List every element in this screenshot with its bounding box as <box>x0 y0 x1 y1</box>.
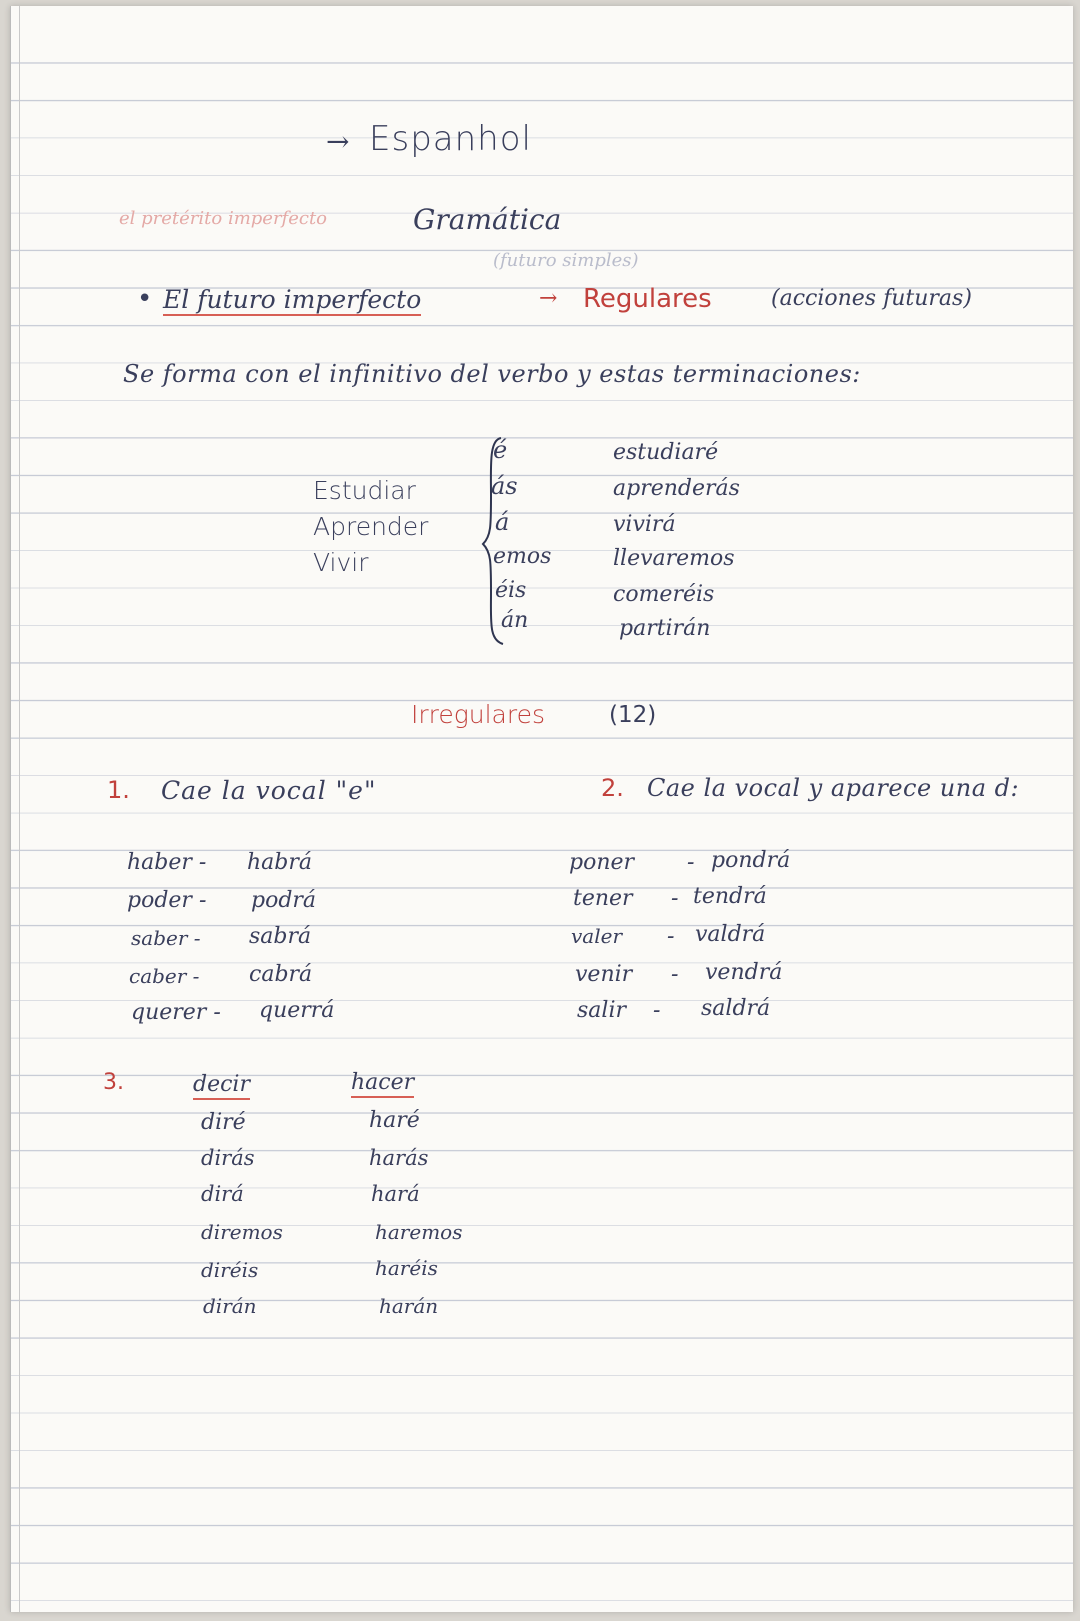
group1-infinitive: querer - <box>131 1000 221 1025</box>
group1-future: podrá <box>251 888 317 913</box>
verb-aprender: Aprender <box>313 512 429 541</box>
notebook-page <box>10 6 1073 1612</box>
group2-infinitive: valer <box>571 924 623 948</box>
topic-note: (acciones futuras) <box>771 286 972 311</box>
decir-form: dirá <box>201 1182 244 1206</box>
group1-infinitive: poder - <box>127 888 207 913</box>
example: llevaremos <box>613 546 735 571</box>
group1-future: habrá <box>247 850 313 875</box>
regulares-label: Regulares <box>583 284 712 314</box>
ending: é <box>493 436 508 464</box>
irregulares-title: Irregulares <box>411 700 546 729</box>
hacer-header: hacer <box>351 1072 414 1098</box>
group2-future: tendrá <box>693 884 767 909</box>
example: estudiaré <box>613 440 719 465</box>
example: comeréis <box>613 582 715 607</box>
hacer-form: haré <box>369 1108 420 1133</box>
group2-future: vendrá <box>705 960 783 985</box>
ending: án <box>501 608 529 633</box>
group1-infinitive: saber - <box>131 926 201 950</box>
hacer-form: haréis <box>375 1256 438 1280</box>
group2-infinitive: poner <box>569 850 635 875</box>
decir-form: diré <box>201 1110 246 1135</box>
group2-future: saldrá <box>701 996 771 1021</box>
group2-infinitive: salir <box>577 998 626 1023</box>
hacer-form: harán <box>379 1294 439 1318</box>
title-arrow: → <box>326 125 350 158</box>
group1-number: 1. <box>107 776 130 804</box>
example: vivirá <box>613 512 676 537</box>
example: aprenderás <box>613 476 740 501</box>
group1-future: querrá <box>259 998 335 1023</box>
group3-number: 3. <box>103 1070 124 1095</box>
ending: emos <box>493 544 552 569</box>
example: partirán <box>619 616 711 641</box>
topic-arrow: → <box>539 286 558 311</box>
group1-future: sabrá <box>249 924 312 949</box>
group2-infinitive: venir <box>575 962 633 987</box>
group2-dash: - <box>687 850 695 875</box>
subtitle-note: (futuro simples) <box>493 250 639 271</box>
group2-future: valdrá <box>695 922 766 947</box>
irregulares-count: (12) <box>609 702 657 728</box>
group2-future: pondrá <box>711 848 791 873</box>
section-title: Gramática <box>413 203 562 236</box>
hacer-form: hará <box>371 1182 420 1206</box>
verb-vivir: Vivir <box>313 548 369 577</box>
ending: éis <box>495 578 527 603</box>
verb-estudiar: Estudiar <box>313 476 416 505</box>
group2-rule: Cae la vocal y aparece una d: <box>647 774 1020 802</box>
decir-form: diréis <box>201 1258 259 1282</box>
bullet: • <box>137 284 153 314</box>
struck-note: el pretérito imperfecto <box>119 208 328 229</box>
group2-dash: - <box>671 962 679 987</box>
group2-number: 2. <box>601 774 624 802</box>
group1-rule: Cae la vocal "e" <box>161 776 377 805</box>
group2-dash: - <box>671 886 679 911</box>
decir-header: decir <box>193 1074 250 1100</box>
group1-infinitive: haber - <box>127 850 207 875</box>
group1-infinitive: caber - <box>129 964 200 988</box>
topic-name: El futuro imperfecto <box>163 285 422 314</box>
group1-future: cabrá <box>249 962 313 987</box>
margin-line <box>19 6 20 1612</box>
ending: ás <box>491 472 518 500</box>
hacer-form: harás <box>369 1146 429 1170</box>
group2-dash: - <box>653 998 661 1023</box>
page-title: Espanhol <box>369 119 532 159</box>
ending: á <box>495 508 510 536</box>
rule-text: Se forma con el infinitivo del verbo y estas terminaciones: <box>123 360 861 388</box>
decir-form: dirás <box>201 1146 255 1170</box>
group2-dash: - <box>667 924 675 949</box>
group2-infinitive: tener <box>573 886 633 911</box>
hacer-form: haremos <box>375 1220 463 1244</box>
decir-form: dirán <box>203 1294 257 1318</box>
decir-form: diremos <box>201 1220 283 1244</box>
